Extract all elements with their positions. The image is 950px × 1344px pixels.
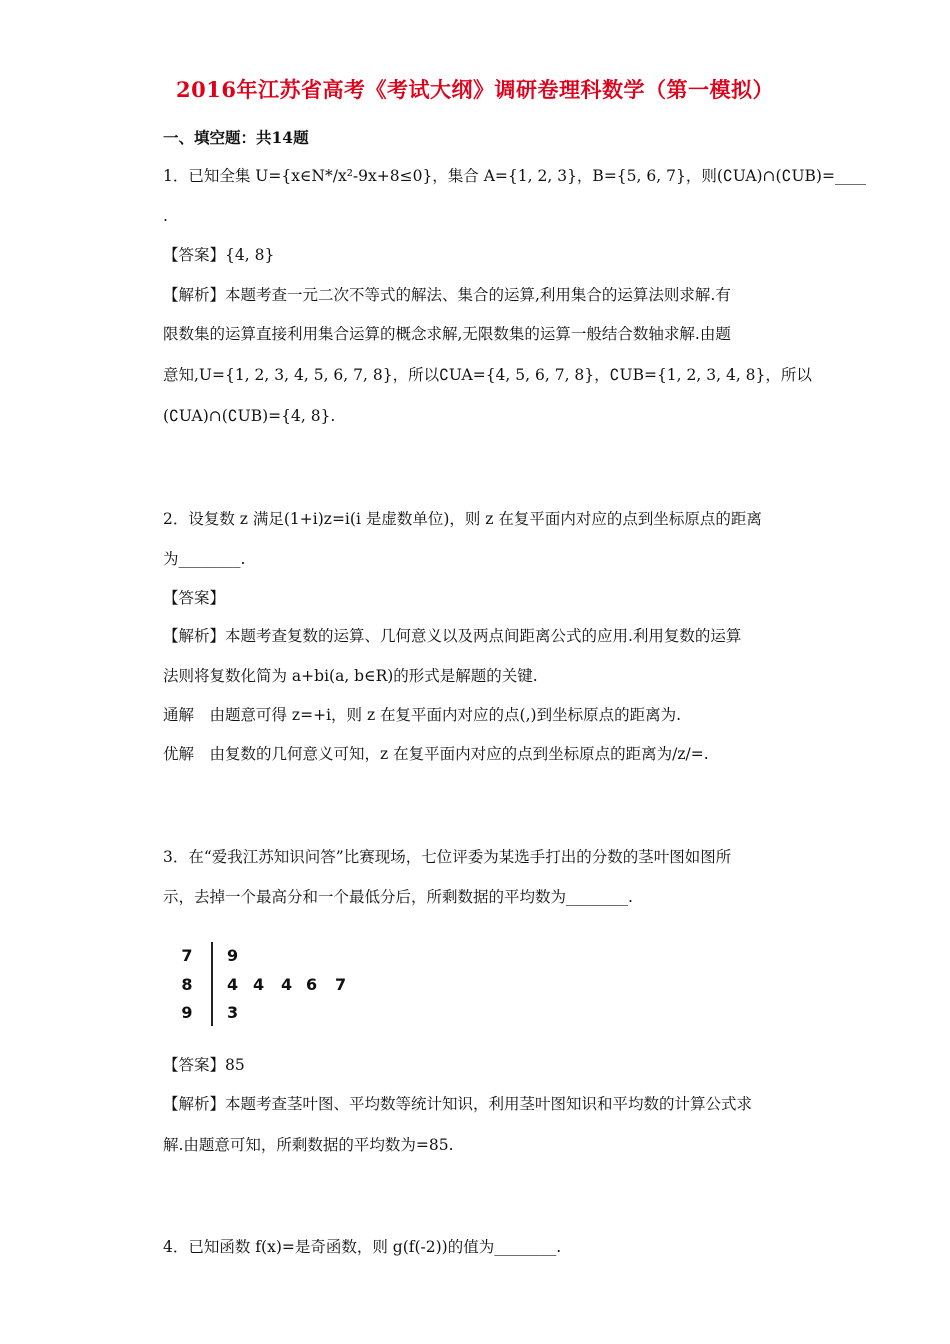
q3-text-line1: 3．在“爱我江苏知识问答”比赛现场，七位评委为某选手打出的分数的茎叶图如图所 bbox=[163, 848, 732, 866]
stem-leaf-plot bbox=[180, 940, 380, 1032]
stem-divider bbox=[211, 942, 213, 1026]
q1-text-line2: . bbox=[163, 207, 168, 225]
stem-value: 8 bbox=[181, 975, 193, 994]
leaf-value: 9 bbox=[227, 946, 239, 965]
section-heading: 一、填空题：共14题 bbox=[163, 128, 309, 147]
stem-value: 9 bbox=[181, 1003, 193, 1022]
leaf-value: 7 bbox=[335, 975, 347, 994]
q1-text-line1: 1．已知全集 U={x∈N*/x²-9x+8≤0}，集合 A={1, 2, 3}，B={5, 6, 7}，则(∁UA)∩(∁UB)=____ bbox=[163, 167, 866, 185]
q2-text-line2: 为________. bbox=[163, 550, 246, 568]
page-title: 2016年江苏省高考《考试大纲》调研卷理科数学（第一模拟） bbox=[176, 77, 774, 102]
q2-analysis-line: 通解 由题意可得 z=+i，则 z 在复平面内对应的点(,)到坐标原点的距离为. bbox=[163, 706, 681, 724]
q3-analysis-line: 【解析】本题考查茎叶图、平均数等统计知识，利用茎叶图知识和平均数的计算公式求 bbox=[163, 1095, 753, 1113]
q3-text-line2: 示，去掉一个最高分和一个最低分后，所剩数据的平均数为________. bbox=[163, 888, 633, 906]
leaf-value: 6 bbox=[306, 975, 318, 994]
leaf-value: 4 bbox=[227, 975, 239, 994]
leaf-value: 3 bbox=[227, 1003, 239, 1022]
q3-analysis-line: 解.由题意可知，所剩数据的平均数为=85. bbox=[163, 1136, 454, 1154]
q1-answer: 【答案】{4, 8} bbox=[163, 246, 275, 264]
leaf-value: 4 bbox=[281, 975, 293, 994]
q2-answer: 【答案】 bbox=[163, 589, 226, 607]
q1-analysis-line: 【解析】本题考查一元二次不等式的解法、集合的运算,利用集合的运算法则求解.有 bbox=[163, 286, 731, 304]
q2-analysis-line: 优解 由复数的几何意义可知，z 在复平面内对应的点到坐标原点的距离为/z/=. bbox=[163, 745, 709, 763]
q1-analysis-line: 意知,U={1, 2, 3, 4, 5, 6, 7, 8}，所以∁UA={4, 5, 6, 7, 8}，∁UB={1, 2, 3, 4, 8}，所以 bbox=[163, 366, 812, 384]
leaf-value: 4 bbox=[253, 975, 265, 994]
q4-text-line1: 4．已知函数 f(x)=是奇函数，则 g(f(-2))的值为________. bbox=[163, 1238, 562, 1256]
q3-answer: 【答案】85 bbox=[163, 1056, 245, 1074]
q2-analysis-line: 【解析】本题考查复数的运算、几何意义以及两点间距离公式的应用.利用复数的运算 bbox=[163, 627, 742, 645]
q2-analysis-line: 法则将复数化简为 a+bi(a, b∈R)的形式是解题的关键. bbox=[163, 667, 538, 685]
q1-analysis-line: 限数集的运算直接利用集合运算的概念求解,无限数集的运算一般结合数轴求解.由题 bbox=[163, 325, 731, 343]
stem-value: 7 bbox=[181, 946, 193, 965]
q2-text-line1: 2．设复数 z 满足(1+i)z=i(i 是虚数单位)，则 z 在复平面内对应的点到坐标原点的距离 bbox=[163, 510, 762, 528]
q1-analysis-line: (∁UA)∩(∁UB)={4, 8}. bbox=[163, 407, 336, 425]
